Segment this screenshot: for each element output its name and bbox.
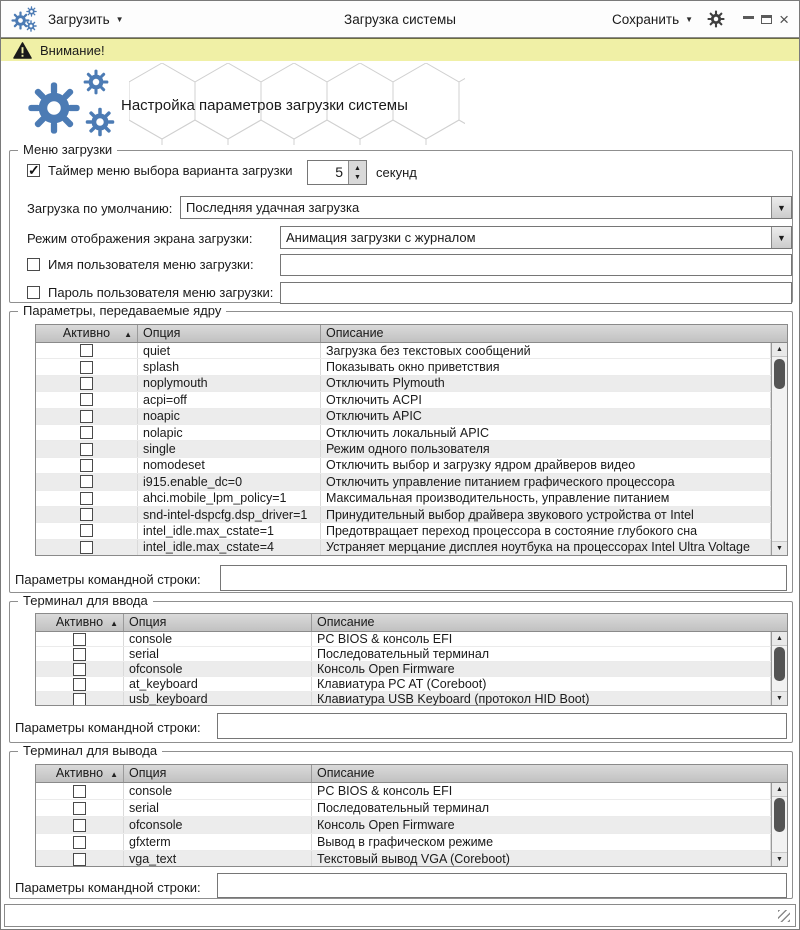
- row-checkbox[interactable]: [80, 475, 93, 488]
- description-cell: Отключить Plymouth: [321, 376, 771, 391]
- page-title: Настройка параметров загрузки системы: [121, 97, 408, 114]
- table-row[interactable]: [36, 441, 771, 457]
- column-header-option[interactable]: Опция: [138, 325, 321, 342]
- table-row[interactable]: [36, 800, 771, 817]
- description-cell: PC BIOS & консоль EFI: [312, 632, 771, 646]
- row-checkbox[interactable]: [80, 459, 93, 472]
- input-terminal-table: [35, 613, 788, 706]
- table-row[interactable]: [36, 507, 771, 523]
- option-cell: acpi=off: [138, 392, 321, 407]
- option-cell: splash: [138, 359, 321, 374]
- row-checkbox[interactable]: [73, 693, 86, 706]
- row-checkbox[interactable]: [73, 678, 86, 691]
- table-row[interactable]: [36, 409, 771, 425]
- description-cell: Режим одного пользователя: [321, 441, 771, 456]
- description-cell: Отключить выбор и загрузку ядром драйверов видео: [321, 458, 771, 473]
- sort-ascending-icon: ▲: [110, 770, 118, 779]
- table-row[interactable]: [36, 851, 771, 866]
- column-header-option[interactable]: Опция: [124, 614, 312, 631]
- table-row[interactable]: [36, 677, 771, 692]
- column-header-description[interactable]: Описание: [326, 326, 384, 340]
- sort-ascending-icon: ▲: [124, 330, 132, 339]
- description-cell: PC BIOS & консоль EFI: [312, 783, 771, 799]
- scroll-up-icon[interactable]: ▲: [772, 632, 787, 646]
- timer-label: Таймер меню выбора варианта загрузки: [48, 163, 293, 178]
- scroll-up-icon[interactable]: ▲: [772, 783, 787, 797]
- warning-triangle-icon: [13, 42, 32, 59]
- load-menu-label: Загрузить: [48, 11, 110, 27]
- input-terminal-group: [9, 593, 793, 743]
- kernel-params-table: [35, 324, 788, 556]
- row-checkbox[interactable]: [73, 836, 86, 849]
- input-terminal-legend: Терминал для ввода: [18, 593, 153, 608]
- option-cell: snd-intel-dspcfg.dsp_driver=1: [138, 507, 321, 522]
- table-row[interactable]: [36, 425, 771, 441]
- scrollbar-thumb[interactable]: [774, 647, 785, 681]
- description-cell: Последовательный терминал: [312, 647, 771, 661]
- table-row[interactable]: [36, 834, 771, 851]
- timer-spinner[interactable]: [307, 160, 367, 185]
- row-checkbox[interactable]: [73, 633, 86, 646]
- chevron-down-icon[interactable]: ▼: [771, 227, 791, 248]
- row-checkbox[interactable]: [80, 426, 93, 439]
- row-checkbox[interactable]: [80, 508, 93, 521]
- vertical-scrollbar[interactable]: [771, 343, 787, 555]
- cmdline-label: Параметры командной строки:: [15, 572, 201, 587]
- description-cell: Вывод в графическом режиме: [312, 834, 771, 850]
- table-row[interactable]: [36, 540, 771, 555]
- kernel-params-legend: Параметры, передаваемые ядру: [18, 303, 226, 318]
- timer-checkbox[interactable]: [27, 164, 40, 177]
- option-cell: ofconsole: [124, 817, 312, 833]
- description-cell: Последовательный терминал: [312, 800, 771, 816]
- maximize-button[interactable]: [761, 12, 772, 24]
- table-header: [36, 325, 787, 343]
- scroll-down-icon[interactable]: ▼: [772, 852, 787, 866]
- description-cell: Отключить управление питанием графического процессора: [321, 474, 771, 489]
- username-label: Имя пользователя меню загрузки:: [48, 257, 254, 272]
- output-terminal-legend: Терминал для вывода: [18, 743, 162, 758]
- cmdline-label: Параметры командной строки:: [15, 720, 201, 735]
- option-cell: console: [124, 632, 312, 646]
- password-checkbox[interactable]: [27, 286, 40, 299]
- save-menu-button[interactable]: [612, 12, 693, 27]
- row-checkbox[interactable]: [80, 443, 93, 456]
- description-cell: Клавиатура USB Keyboard (протокол HID Boot): [312, 692, 771, 705]
- default-boot-select[interactable]: [180, 196, 792, 219]
- kernel-cmdline-field[interactable]: [220, 565, 787, 591]
- option-cell: intel_idle.max_cstate=1: [138, 523, 321, 538]
- row-checkbox[interactable]: [80, 541, 93, 554]
- option-cell: intel_idle.max_cstate=4: [138, 540, 321, 555]
- chevron-down-icon: ▼: [685, 14, 694, 24]
- sort-ascending-icon: ▲: [110, 619, 118, 628]
- option-cell: noplymouth: [138, 376, 321, 391]
- description-cell: Принудительный выбор драйвера звукового устройства от Intel: [321, 507, 771, 522]
- scrollbar-thumb[interactable]: [774, 798, 785, 832]
- table-row[interactable]: [36, 647, 771, 662]
- scroll-up-icon[interactable]: ▲: [772, 343, 787, 357]
- option-cell: usb_keyboard: [124, 692, 312, 705]
- row-checkbox[interactable]: [80, 524, 93, 537]
- table-row[interactable]: [36, 523, 771, 539]
- boot-menu-group: [9, 142, 793, 303]
- input-terminal-cmdline-field[interactable]: [217, 713, 787, 739]
- toolbar: [1, 1, 799, 38]
- row-checkbox[interactable]: [80, 344, 93, 357]
- display-mode-value: Анимация загрузки с журналом: [286, 230, 476, 245]
- kernel-params-group: [9, 303, 793, 593]
- description-cell: Текстовый вывод VGA (Coreboot): [312, 851, 771, 866]
- description-cell: Предотвращает переход процессора в состояние глубокого сна: [321, 523, 771, 538]
- table-row[interactable]: [36, 692, 771, 705]
- load-menu-button[interactable]: [48, 12, 124, 27]
- option-cell: nomodeset: [138, 458, 321, 473]
- table-row[interactable]: [36, 783, 771, 800]
- status-bar: [4, 904, 796, 927]
- scroll-down-icon[interactable]: ▼: [772, 541, 787, 555]
- option-cell: ahci.mobile_lpm_policy=1: [138, 491, 321, 506]
- option-cell: serial: [124, 647, 312, 661]
- window-title: Загрузка системы: [344, 11, 456, 27]
- username-checkbox[interactable]: [27, 258, 40, 271]
- table-row[interactable]: [36, 359, 771, 375]
- description-cell: Отключить APIC: [321, 409, 771, 424]
- display-mode-select[interactable]: [280, 226, 792, 249]
- app-gears-icon: [11, 6, 38, 33]
- save-menu-label: Сохранить: [612, 11, 680, 27]
- table-header: [36, 765, 787, 783]
- output-terminal-table: [35, 764, 788, 867]
- description-cell: Консоль Open Firmware: [312, 817, 771, 833]
- description-cell: Отключить локальный APIC: [321, 425, 771, 440]
- scrollbar-thumb[interactable]: [774, 359, 785, 389]
- spinner-arrows-icon[interactable]: ▲ ▼: [348, 161, 366, 184]
- description-cell: Консоль Open Firmware: [312, 662, 771, 676]
- timer-unit-label: секунд: [376, 165, 417, 180]
- row-checkbox[interactable]: [73, 853, 86, 866]
- option-cell: vga_text: [124, 851, 312, 866]
- column-header-active[interactable]: Активно ▲: [36, 765, 124, 782]
- row-checkbox[interactable]: [73, 648, 86, 661]
- table-row[interactable]: [36, 343, 771, 359]
- table-row[interactable]: [36, 474, 771, 490]
- column-header-description[interactable]: Описание: [317, 615, 375, 629]
- row-checkbox[interactable]: [73, 802, 86, 815]
- column-header-description[interactable]: Описание: [317, 766, 375, 780]
- timer-value: 5: [335, 164, 343, 180]
- table-row[interactable]: [36, 458, 771, 474]
- settings-gear-icon[interactable]: [707, 10, 725, 28]
- display-mode-label: Режим отображения экрана загрузки:: [27, 231, 253, 246]
- row-checkbox[interactable]: [80, 492, 93, 505]
- row-checkbox[interactable]: [73, 819, 86, 832]
- password-field[interactable]: [280, 282, 792, 304]
- table-row[interactable]: [36, 817, 771, 834]
- app-header: [1, 61, 799, 147]
- vertical-scrollbar[interactable]: [771, 632, 787, 705]
- cmdline-label: Параметры командной строки:: [15, 880, 201, 895]
- option-cell: nolapic: [138, 425, 321, 440]
- column-header-active[interactable]: Активно ▲: [36, 614, 124, 631]
- description-cell: Загрузка без текстовых сообщений: [321, 343, 771, 358]
- column-header-option[interactable]: Опция: [124, 765, 312, 782]
- table-row[interactable]: [36, 376, 771, 392]
- option-cell: at_keyboard: [124, 677, 312, 691]
- boot-menu-legend: Меню загрузки: [18, 142, 117, 157]
- option-cell: ofconsole: [124, 662, 312, 676]
- table-row[interactable]: [36, 662, 771, 677]
- column-header-active[interactable]: Активно ▲: [36, 325, 138, 342]
- description-cell: Показывать окно приветствия: [321, 359, 771, 374]
- option-cell: gfxterm: [124, 834, 312, 850]
- option-cell: quiet: [138, 343, 321, 358]
- default-boot-value: Последняя удачная загрузка: [186, 200, 360, 215]
- table-row[interactable]: [36, 392, 771, 408]
- output-terminal-cmdline-field[interactable]: [217, 873, 787, 898]
- option-cell: noapic: [138, 409, 321, 424]
- option-cell: console: [124, 783, 312, 799]
- option-cell: i915.enable_dc=0: [138, 474, 321, 489]
- warning-text: Внимание!: [40, 42, 105, 58]
- row-checkbox[interactable]: [80, 377, 93, 390]
- row-checkbox[interactable]: [73, 663, 86, 676]
- close-button[interactable]: ×: [779, 9, 789, 29]
- vertical-scrollbar[interactable]: [771, 783, 787, 866]
- username-field[interactable]: [280, 254, 792, 276]
- warning-bar: [1, 38, 799, 61]
- option-cell: serial: [124, 800, 312, 816]
- table-header: [36, 614, 787, 632]
- default-boot-label: Загрузка по умолчанию:: [27, 201, 173, 216]
- minimize-button[interactable]: [743, 12, 754, 19]
- table-row[interactable]: [36, 491, 771, 507]
- row-checkbox[interactable]: [73, 785, 86, 798]
- output-terminal-group: [9, 743, 793, 899]
- password-label: Пароль пользователя меню загрузки:: [48, 285, 274, 300]
- table-row[interactable]: [36, 632, 771, 647]
- description-cell: Максимальная производительность, управление питанием: [321, 491, 771, 506]
- resize-grip[interactable]: [778, 910, 790, 922]
- chevron-down-icon[interactable]: ▼: [771, 197, 791, 218]
- chevron-down-icon: ▼: [115, 14, 124, 24]
- row-checkbox[interactable]: [80, 361, 93, 374]
- scroll-down-icon[interactable]: ▼: [772, 691, 787, 705]
- row-checkbox[interactable]: [80, 393, 93, 406]
- option-cell: single: [138, 441, 321, 456]
- row-checkbox[interactable]: [80, 410, 93, 423]
- description-cell: Устраняет мерцание дисплея ноутбука на процессорах Intel Ultra Voltage: [321, 540, 771, 555]
- description-cell: Отключить ACPI: [321, 392, 771, 407]
- description-cell: Клавиатура PC AT (Coreboot): [312, 677, 771, 691]
